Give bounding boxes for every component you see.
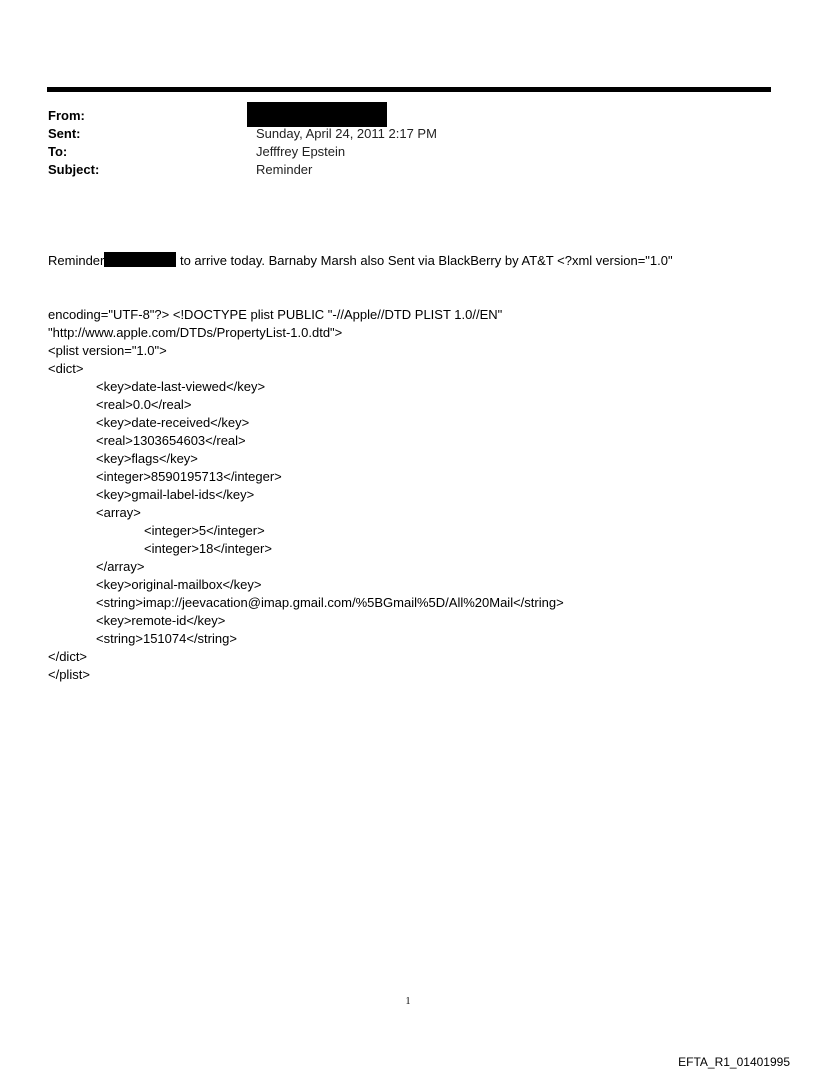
document-id: EFTA_R1_01401995 [678, 1055, 790, 1069]
body-line: encoding="UTF-8"?> <!DOCTYPE plist PUBLIC "-//Apple//DTD PLIST 1.0//EN" [48, 307, 503, 322]
body-line: <key>date-last-viewed</key> [96, 379, 266, 394]
body-line: <real>1303654603</real> [96, 433, 246, 448]
body-lines [48, 306, 748, 684]
body-line: <real>0.0</real> [96, 397, 192, 412]
body-line: <dict> [48, 361, 84, 376]
body-line: </plist> [48, 667, 90, 682]
body-line: <integer>8590195713</integer> [96, 469, 282, 484]
header-rule [47, 87, 771, 92]
body-line: <integer>18</integer> [144, 541, 272, 556]
body-line: </dict> [48, 649, 88, 664]
email-body [48, 216, 748, 702]
body-line: "http://www.apple.com/DTDs/PropertyList-1.0.dtd"> [48, 325, 343, 340]
body-line: <plist version="1.0"> [48, 343, 167, 358]
body-line: </array> [96, 559, 145, 574]
body-line: <key>gmail-label-ids</key> [96, 487, 255, 502]
from-redaction [247, 102, 387, 127]
inline-redaction [104, 252, 176, 267]
body-first-line [48, 252, 748, 270]
subject-label: Subject: [48, 162, 100, 177]
body-suffix: to arrive today. Barnaby Marsh also Sent via BlackBerry by AT&T <?xml version="1.0" [176, 253, 673, 268]
body-line: <string>imap://jeevacation@imap.gmail.com/%5BGmail%5D/All%20Mail</string> [96, 595, 564, 610]
body-line: <key>original-mailbox</key> [96, 577, 262, 592]
sent-value: Sunday, April 24, 2011 2:17 PM [256, 126, 437, 141]
body-line: <key>flags</key> [96, 451, 198, 466]
to-value: Jefffrey Epstein [256, 144, 346, 159]
body-line: <key>date-received</key> [96, 415, 250, 430]
body-line: <array> [96, 505, 141, 520]
from-label: From: [48, 108, 85, 123]
sent-label: Sent: [48, 126, 81, 141]
body-line: <string>151074</string> [96, 631, 237, 646]
to-label: To: [48, 144, 68, 159]
page-number: 1 [405, 996, 411, 1007]
subject-value: Reminder [256, 162, 313, 177]
body-prefix: Reminder [48, 253, 105, 268]
body-line: <integer>5</integer> [144, 523, 265, 538]
body-line: <key>remote-id</key> [96, 613, 226, 628]
